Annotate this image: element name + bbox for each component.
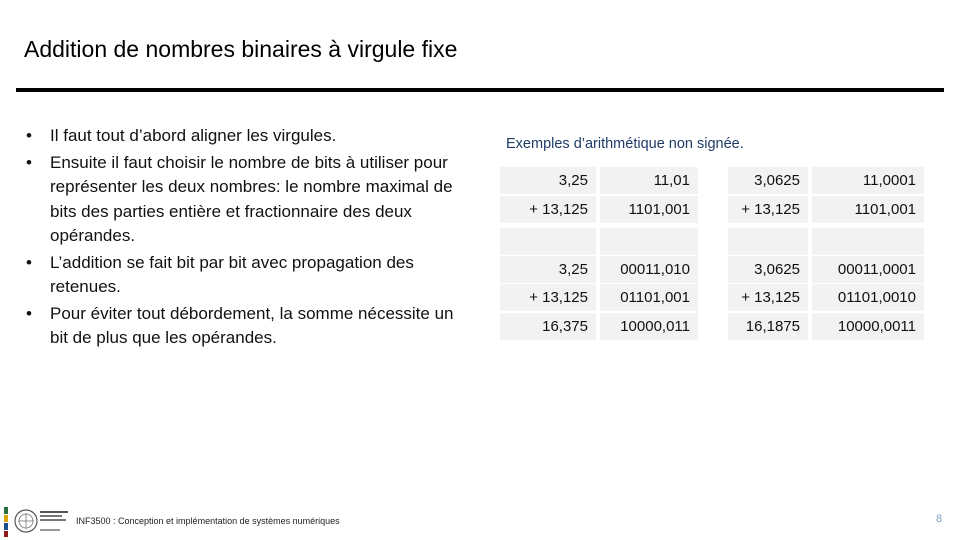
decimal-value-cell [500, 228, 596, 255]
bullet-icon: • [26, 152, 32, 172]
decimal-value-cell: 16,375 [500, 313, 596, 340]
decimal-value-cell: + 13,125 [500, 284, 596, 311]
binary-value-cell: 1101,001 [812, 196, 924, 223]
bullet-item [26, 151, 476, 249]
binary-value-cell: 10000,011 [600, 313, 698, 340]
decimal-value-cell: + 13,125 [500, 196, 596, 223]
bullet-icon: • [26, 126, 32, 145]
decimal-value-cell: + 13,125 [728, 196, 808, 223]
decimal-value-cell: 3,25 [500, 256, 596, 283]
bullet-text: Ensuite il faut choisir le nombre de bits à utiliser pour représenter les deux nombres: le nombre maximal de bits des parties entière et fractionnaire des deux opérandes. [50, 152, 453, 245]
decimal-value-cell: + 13,125 [728, 284, 808, 311]
decimal-value-cell: 3,0625 [728, 167, 808, 194]
binary-value-cell [812, 228, 924, 255]
binary-value-cell: 11,0001 [812, 167, 924, 194]
decimal-value-cell [728, 228, 808, 255]
bullet-item [26, 302, 476, 351]
title-divider [16, 88, 944, 92]
footer-course-title: INF3500 : Conception et implémentation de systèmes numériques [76, 516, 340, 526]
binary-value-cell: 00011,0001 [812, 256, 924, 283]
binary-value-cell: 00011,010 [600, 256, 698, 283]
slide-title: Addition de nombres binaires à virgule fixe [24, 36, 458, 62]
bullet-list [26, 124, 476, 353]
bullet-text: Pour éviter tout débordement, la somme nécessite un bit de plus que les opérandes. [50, 303, 454, 347]
binary-value-cell: 1101,001 [600, 196, 698, 223]
binary-value-cell: 01101,0010 [812, 284, 924, 311]
examples-title: Exemples d’arithmétique non signée. [506, 136, 744, 152]
decimal-value-cell: 16,1875 [728, 313, 808, 340]
bullet-text: Il faut tout d’abord aligner les virgules. [50, 126, 337, 145]
page-number: 8 [936, 513, 943, 525]
binary-value-cell: 01101,001 [600, 284, 698, 311]
bullet-icon: • [26, 303, 32, 323]
binary-value-cell [600, 228, 698, 255]
bullet-text: L’addition se fait bit par bit avec propagation des retenues. [50, 252, 414, 296]
bullet-icon: • [26, 252, 32, 272]
university-logo-icon [4, 505, 74, 537]
binary-value-cell: 10000,0011 [812, 313, 924, 340]
binary-value-cell: 11,01 [600, 167, 698, 194]
bullet-item [26, 124, 476, 149]
decimal-value-cell: 3,25 [500, 167, 596, 194]
decimal-value-cell: 3,0625 [728, 256, 808, 283]
bullet-item [26, 251, 476, 300]
